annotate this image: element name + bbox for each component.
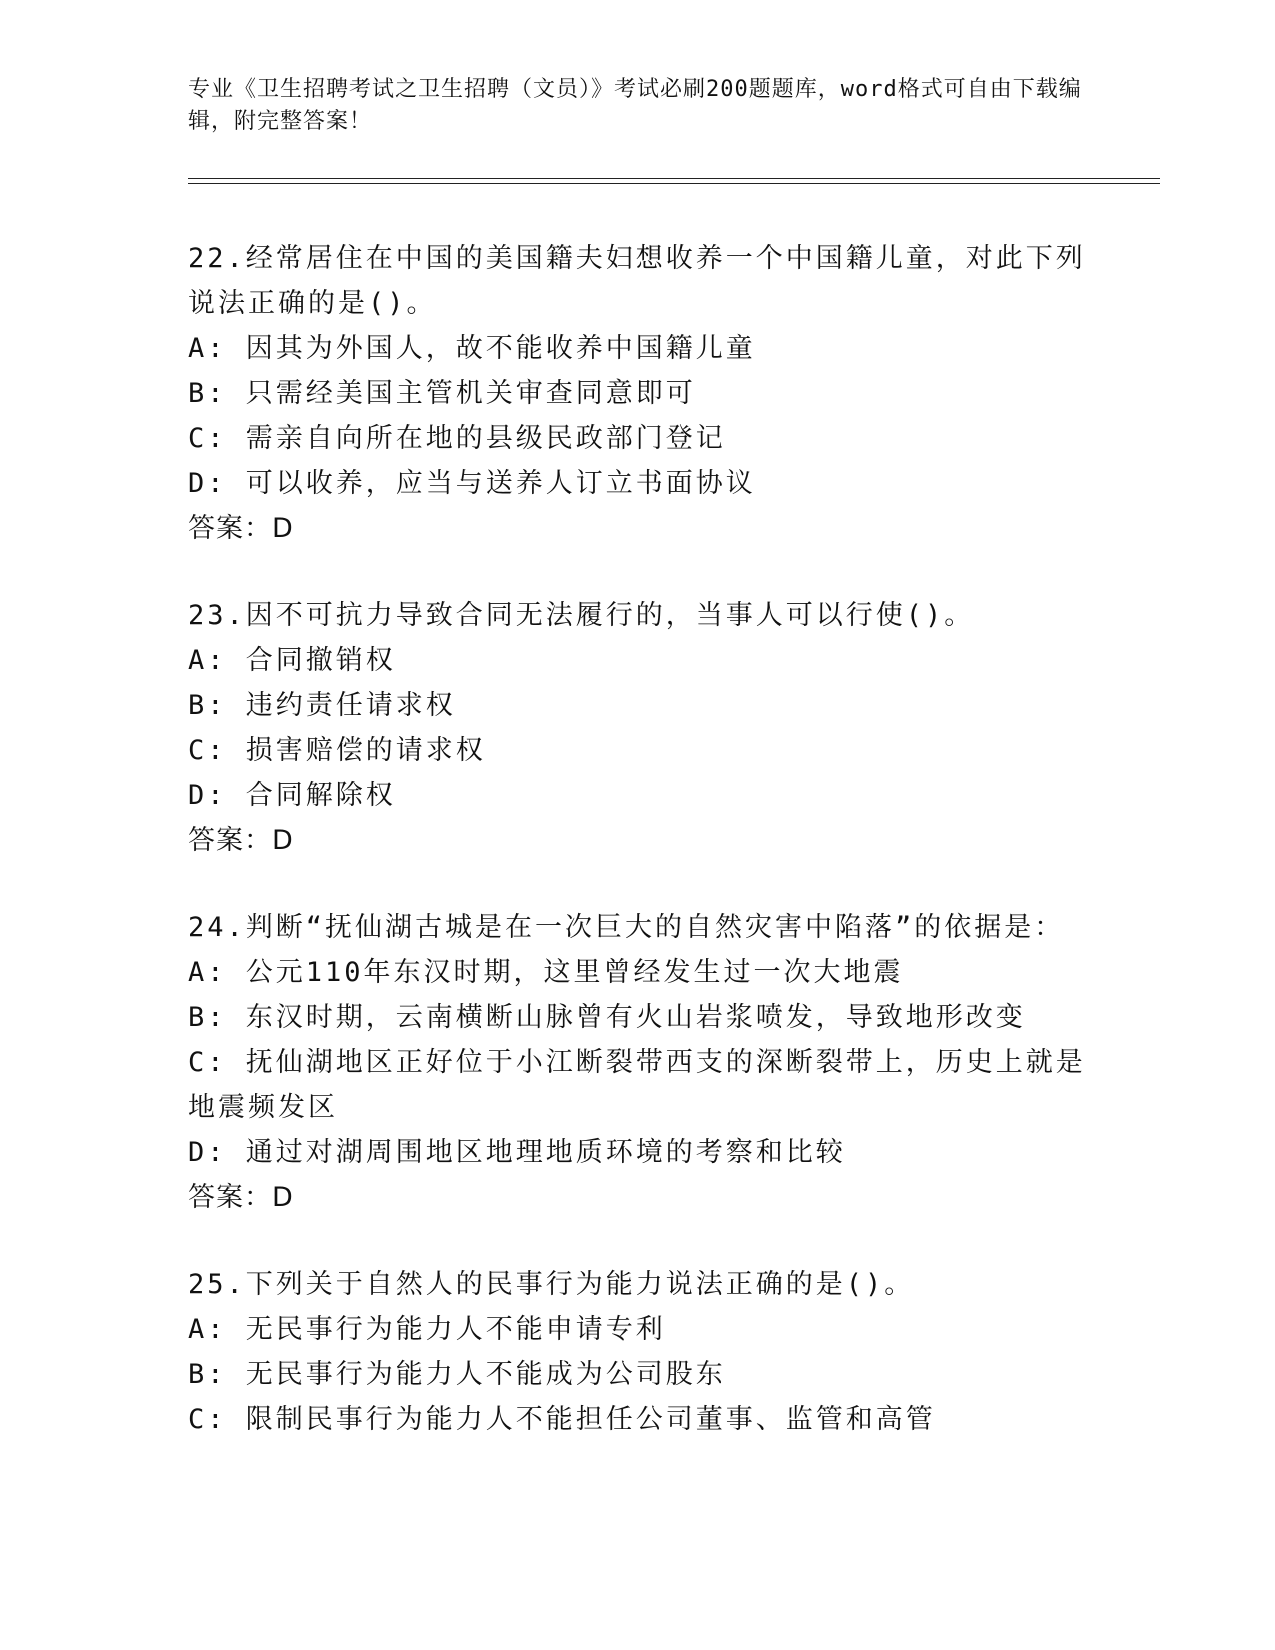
option-d: D: 通过对湖周围地区地理地质环境的考察和比较 bbox=[188, 1137, 846, 1168]
question-stem: 24.判断“抚仙湖古城是在一次巨大的自然灾害中陷落”的依据是： bbox=[188, 912, 1065, 943]
option-c: C: 限制民事行为能力人不能担任公司董事、监管和高管 bbox=[188, 1404, 936, 1435]
option-b: B: 违约责任请求权 bbox=[188, 690, 456, 721]
option-a: A: 合同撤销权 bbox=[188, 645, 396, 676]
option-b: B: 东汉时期，云南横断山脉曾有火山岩浆喷发，导致地形改变 bbox=[188, 1002, 1026, 1033]
question-stem: 25.下列关于自然人的民事行为能力说法正确的是()。 bbox=[188, 1269, 915, 1300]
option-b: B: 无民事行为能力人不能成为公司股东 bbox=[188, 1359, 726, 1390]
answer-label: 答案：D bbox=[188, 825, 294, 856]
answer-label: 答案：D bbox=[188, 513, 294, 544]
question-22 bbox=[188, 236, 1088, 551]
option-c: C: 抚仙湖地区正好位于小江断裂带西支的深断裂带上，历史上就是地震频发区 bbox=[188, 1047, 1086, 1123]
option-d: D: 合同解除权 bbox=[188, 780, 396, 811]
option-d: D: 可以收养，应当与送养人订立书面协议 bbox=[188, 468, 756, 499]
question-stem: 22.经常居住在中国的美国籍夫妇想收养一个中国籍儿童，对此下列说法正确的是()。 bbox=[188, 243, 1086, 319]
option-a: A: 公元110年东汉时期，这里曾经发生过一次大地震 bbox=[188, 957, 904, 988]
header-note: 专业《卫生招聘考试之卫生招聘（文员）》考试必刷200题题库，word格式可自由下载编辑，附完整答案！ bbox=[188, 77, 1082, 134]
header-divider-bottom bbox=[188, 183, 1160, 184]
option-c: C: 损害赔偿的请求权 bbox=[188, 735, 486, 766]
option-a: A: 无民事行为能力人不能申请专利 bbox=[188, 1314, 666, 1345]
question-list bbox=[188, 236, 1088, 1484]
answer-label: 答案：D bbox=[188, 1182, 294, 1213]
question-stem: 23.因不可抗力导致合同无法履行的，当事人可以行使()。 bbox=[188, 600, 975, 631]
question-24 bbox=[188, 905, 1088, 1220]
question-23 bbox=[188, 593, 1088, 863]
header-divider-top bbox=[188, 178, 1160, 179]
option-c: C: 需亲自向所在地的县级民政部门登记 bbox=[188, 423, 726, 454]
option-a: A: 因其为外国人，故不能收养中国籍儿童 bbox=[188, 333, 756, 364]
question-25 bbox=[188, 1262, 1088, 1442]
option-b: B: 只需经美国主管机关审查同意即可 bbox=[188, 378, 696, 409]
